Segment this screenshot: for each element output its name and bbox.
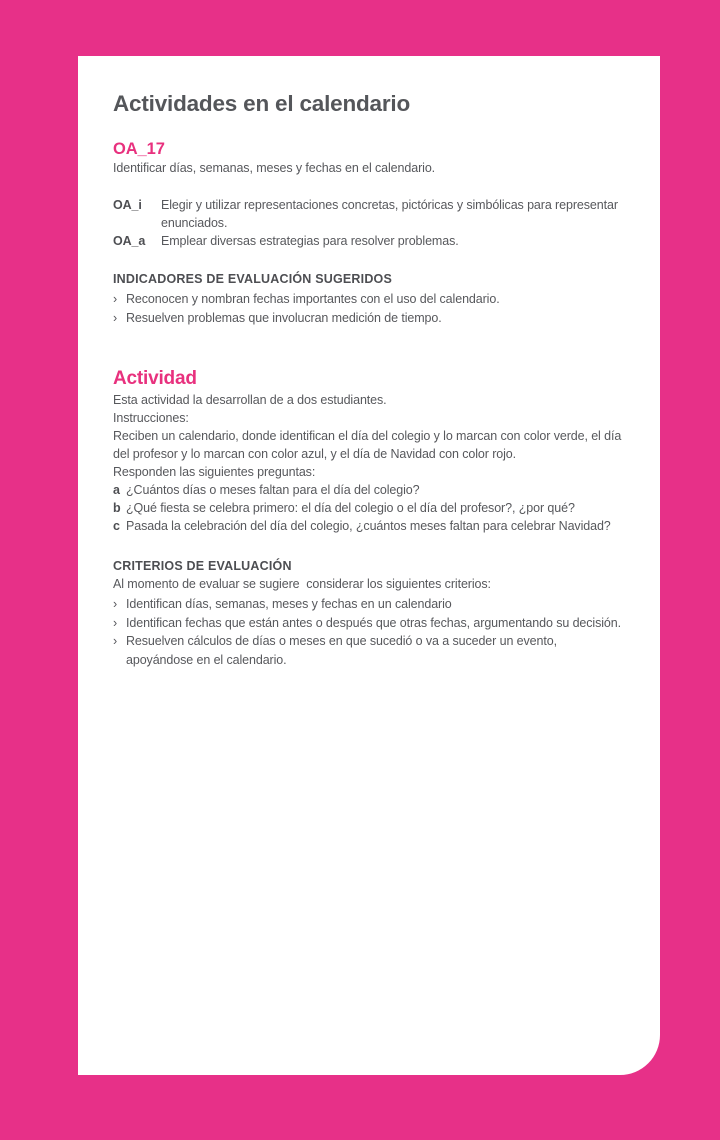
questions-label: Responden las siguientes preguntas: [113,465,316,479]
questions-list [113,481,627,535]
list-item-text: Reconocen y nombran fechas importantes con el uso del calendario. [126,292,500,306]
list-item [113,595,627,614]
oa-related-row [113,196,627,232]
actividad-heading: Actividad [113,368,197,389]
list-item [113,290,627,309]
content-card [78,56,660,1075]
criterios-list [113,595,627,669]
chevron-bullet-icon: › [113,597,118,611]
card-content [78,56,660,669]
chevron-bullet-icon: › [113,615,118,630]
criterios-heading: CRITERIOS DE EVALUACIÓN [113,559,292,573]
oa-related-row [113,232,627,250]
list-item-text: Resuelven problemas que involucran medición de tiempo. [126,310,442,325]
question-letter: c [113,519,120,533]
oa-related-code: OA_i [113,198,142,212]
list-item-text: Identifican fechas que están antes o después que otras fechas, argumentando su decisión. [126,615,622,630]
oa-related-text: Emplear diversas estrategias para resolver problemas. [161,234,459,248]
list-item-text: Resuelven cálculos de días o meses en que sucedió o va a suceder un evento, apoyándose en el calendario. [126,634,557,667]
list-item [113,309,627,328]
question-text: Pasada la celebración del día del colegio, ¿cuántos meses faltan para celebrar Navidad? [126,519,611,533]
question-letter: b [113,501,121,515]
question-item [113,517,627,535]
question-letter: a [113,483,120,497]
actividad-intro: Esta actividad la desarrollan de a dos estudiantes. [113,393,387,407]
chevron-bullet-icon: › [113,310,118,325]
question-text: ¿Qué fiesta se celebra primero: el día del colegio o el día del profesor?, ¿por qué? [126,501,575,515]
oa-related-code: OA_a [113,234,146,248]
oa-related-text: Elegir y utilizar representaciones concretas, pictóricas y simbólicas para representar enunciados. [161,198,618,230]
list-item [113,614,627,633]
list-item [113,632,627,669]
oa-description: Identificar días, semanas, meses y fechas en el calendario. [113,161,436,175]
indicadores-list [113,290,627,327]
indicadores-heading: INDICADORES DE EVALUACIÓN SUGERIDOS [113,272,393,286]
oa-related-list [113,196,627,250]
chevron-bullet-icon: › [113,634,118,648]
instructions-text: Reciben un calendario, donde identifican el día del colegio y lo marcan con color verde, el día del profesor y lo marcan con color azul, y el día de Navidad con color rojo. [113,429,625,461]
oa-code: OA_17 [113,140,165,158]
question-item [113,499,627,517]
question-item [113,481,627,499]
criterios-intro: Al momento de evaluar se sugiere considerar los siguientes criterios: [113,577,491,591]
question-text: ¿Cuántos días o meses faltan para el día del colegio? [126,483,420,497]
list-item-text: Identifican días, semanas, meses y fechas en un calendario [126,597,452,611]
page-title: Actividades en el calendario [113,91,411,116]
instructions-label: Instrucciones: [113,411,189,425]
chevron-bullet-icon: › [113,292,118,306]
